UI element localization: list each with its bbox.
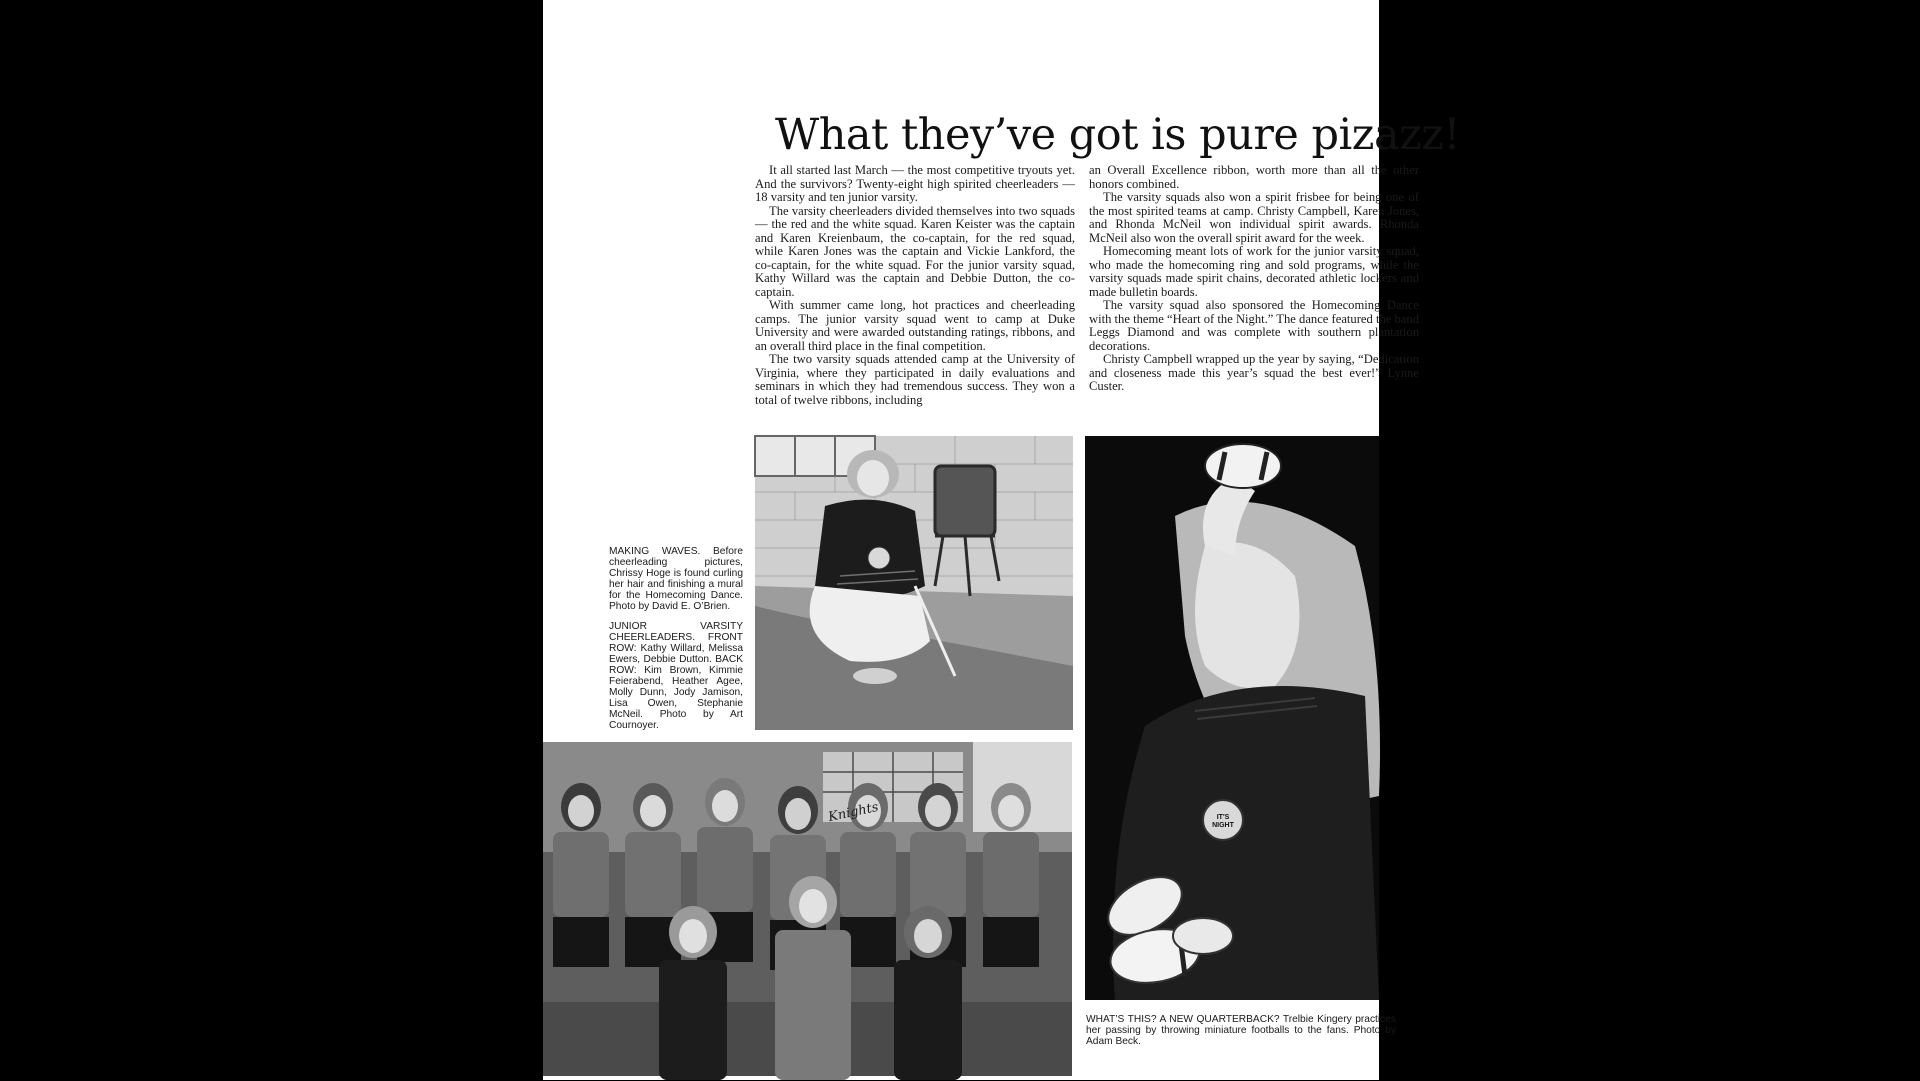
article-paragraph: Christy Campbell wrapped up the year by saying, “Dedication and closeness made this year’s squad the best ever!” Lynne Custer. bbox=[1089, 352, 1419, 393]
article-paragraph: With summer came long, hot practices and cheerleading camps. The junior varsity squad went to camp at Duke University and were awarded outstanding ratings, ribbons, and an overall third place in the final competition. bbox=[755, 298, 1075, 353]
sweater-lettering: Knights bbox=[826, 799, 880, 826]
photo-quarterback-illustration bbox=[1085, 436, 1379, 1000]
article-paragraph: an Overall Excellence ribbon, worth more than all the other honors combined. bbox=[1089, 163, 1419, 191]
caption-making-waves: MAKING WAVES. Before cheerleading pictures, Chrissy Hoge is found curling her hair and finishing a mural for the Homecoming Dance. Photo by David E. O’Brien. bbox=[609, 546, 743, 612]
article-paragraph: The varsity squad also sponsored the Homecoming Dance with the theme “Heart of the Night.” The dance featured the band Leggs Diamond and was complete with southern plantation decorations. bbox=[1089, 298, 1419, 353]
article-paragraph: It all started last March — the most competitive tryouts yet. And the survivors? Twenty-eight high spirited cheerleaders — 18 varsity and ten junior varsity. bbox=[755, 163, 1075, 204]
caption-quarterback: WHAT’S THIS? A NEW QUARTERBACK? Trelbie Kingery practices her passing by throwing miniature footballs to the fans. Photo by Adam Beck. bbox=[1086, 1014, 1396, 1047]
photo-making-waves-illustration bbox=[755, 436, 1073, 730]
button-text: IT'S NIGHT bbox=[1212, 814, 1234, 829]
article-paragraph: The varsity squads also won a spirit frisbee for being one of the most spirited teams at camp. Christy Campbell, Karen Jones, and Rhonda McNeil won individual spirit awards. Rhonda McNeil also won the overall spirit award for the week. bbox=[1089, 190, 1419, 245]
photo-making-waves bbox=[755, 436, 1073, 730]
caption-junior-varsity: JUNIOR VARSITY CHEERLEADERS. FRONT ROW: Kathy Willard, Melissa Ewers, Debbie Dutton. BACK ROW: Kim Brown, Kimmie Feierabend, Heather Agee, Molly Dunn, Jody Jamison, Lisa Owen, Stephanie McNeil. Photo by Art Cournoyer. bbox=[609, 621, 743, 731]
photo-quarterback bbox=[1085, 436, 1379, 1000]
article-paragraph: The two varsity squads attended camp at the University of Virginia, where they participated in daily evaluations and seminars in which they had tremendous success. They won a total of twelve ribbons, including bbox=[755, 352, 1075, 407]
article-column-left bbox=[755, 164, 1075, 407]
photo-team-illustration bbox=[543, 742, 1072, 1076]
photo-junior-varsity-team bbox=[543, 742, 1072, 1076]
article-paragraph: The varsity cheerleaders divided themselves into two squads — the red and the white squad. Karen Keister was the captain and Karen Kreienbaum, the co-captain, for the red squad, while Karen Jones was the captain and Vickie Lankford, the co-captain, for the white squad. For the junior varsity squad, Kathy Willard was the captain and Debbie Dutton, the co-captain. bbox=[755, 203, 1075, 299]
article-column-right bbox=[1089, 163, 1419, 394]
article-paragraph: Homecoming meant lots of work for the junior varsity squad, who made the homecoming ring and sold programs, while the varsity squads made spirit chains, decorated athletic lockers and made bulletin boards. bbox=[1089, 244, 1419, 299]
page-title: What they’ve got is pure pizazz! bbox=[775, 110, 1461, 160]
yearbook-page bbox=[543, 0, 1461, 1080]
